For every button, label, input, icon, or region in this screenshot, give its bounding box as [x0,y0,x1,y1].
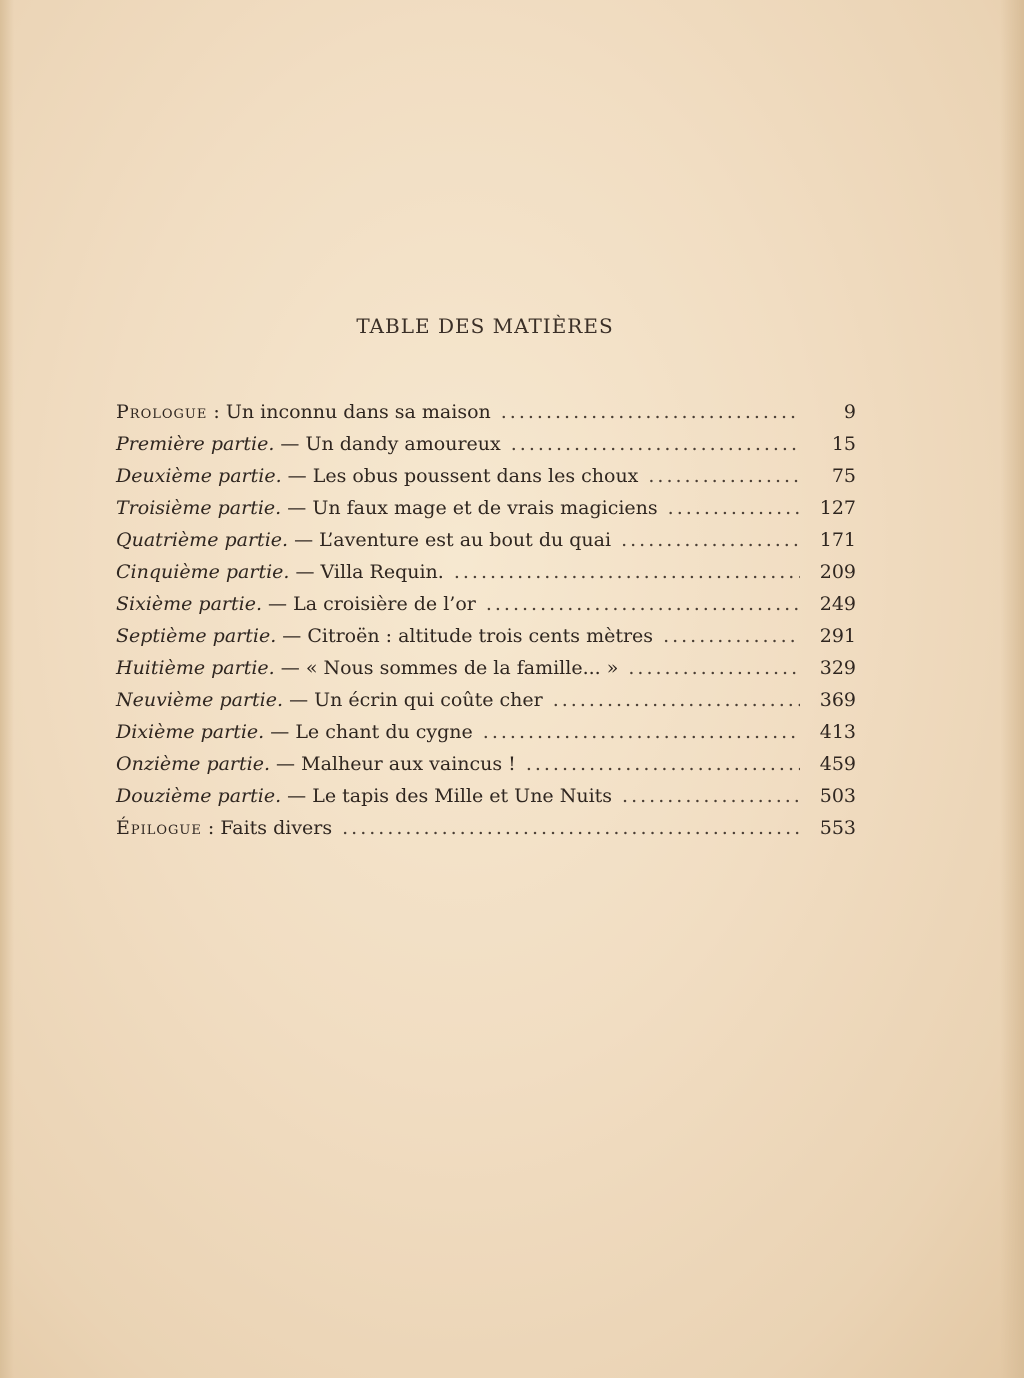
entry-label [116,561,444,583]
entry-label [116,721,473,743]
dot-leader [501,401,800,423]
entry-title: La croisière de l’or [293,593,476,615]
entry-page-number: 249 [819,593,856,615]
entry-title: Villa Requin. [320,561,444,583]
toc-entry [116,657,856,689]
dot-leader [526,753,800,775]
dot-leader [663,625,800,647]
table-of-contents [116,401,856,849]
toc-entry [116,529,856,561]
entry-separator: — [274,433,306,455]
entry-title: Les obus poussent dans les choux [312,465,639,487]
entry-separator: — [281,785,313,807]
toc-entry [116,785,856,817]
entry-separator: — [283,689,315,711]
entry-title: Un faux mage et de vrais magiciens [312,497,658,519]
entry-page-number: 9 [843,401,856,423]
entry-separator: — [274,657,306,679]
entry-label [116,497,658,519]
entry-part: Neuvième partie. [116,689,284,711]
entry-separator: — [289,561,321,583]
entry-part: Dixième partie. [116,721,265,743]
entry-title: L’aventure est au bout du quai [319,529,612,551]
entry-page-number: 127 [819,497,856,519]
entry-part: Première partie. [116,433,275,455]
dot-leader [553,689,800,711]
entry-label [116,433,501,455]
entry-label [116,529,611,551]
toc-entry [116,465,856,497]
entry-separator: — [288,529,320,551]
entry-separator: — [264,721,296,743]
entry-page-number: 329 [819,657,856,679]
toc-entry [116,689,856,721]
entry-title: Un dandy amoureux [305,433,501,455]
entry-part: Onzième partie. [116,753,271,775]
entry-label [116,465,638,487]
entry-page-number: 291 [819,625,856,647]
toc-entry [116,433,856,465]
entry-separator: : [207,401,226,423]
entry-page-number: 369 [819,689,856,711]
dot-leader [668,497,800,519]
toc-entry [116,753,856,785]
toc-entry [116,625,856,657]
toc-entry [116,593,856,625]
dot-leader [621,529,800,551]
entry-part: Prologue [116,401,208,423]
dot-leader [486,593,800,615]
dot-leader [454,561,800,583]
entry-label [116,593,476,615]
entry-label [116,401,491,423]
entry-label [116,689,543,711]
entry-part: Troisième partie. [116,497,282,519]
toc-entry [116,721,856,753]
entry-title: Le chant du cygne [295,721,473,743]
entry-page-number: 75 [831,465,856,487]
entry-label [116,785,612,807]
entry-title: Le tapis des Mille et Une Nuits [312,785,613,807]
entry-title: « Nous sommes de la famille... » [305,657,619,679]
entry-part: Deuxième partie. [116,465,282,487]
entry-title: Un inconnu dans sa maison [225,401,491,423]
entry-part: Douzième partie. [116,785,282,807]
entry-part: Cinquième partie. [116,561,290,583]
entry-page-number: 503 [819,785,856,807]
entry-separator: — [281,465,313,487]
entry-page-number: 553 [819,817,856,839]
entry-separator: — [262,593,294,615]
entry-part: Quatrième partie. [116,529,289,551]
entry-separator: — [270,753,302,775]
entry-separator: — [276,625,308,647]
dot-leader [511,433,800,455]
entry-title: Un écrin qui coûte cher [314,689,543,711]
entry-title: Citroën : altitude trois cents mètres [307,625,654,647]
entry-part: Épilogue [116,817,202,839]
entry-page-number: 171 [819,529,856,551]
dot-leader [342,817,800,839]
entry-separator: — [281,497,313,519]
page-title: TABLE DES MATIÈRES [356,314,614,338]
toc-entry [116,561,856,593]
dot-leader [628,657,800,679]
entry-label [116,753,516,775]
toc-entry [116,497,856,529]
entry-page-number: 413 [819,721,856,743]
entry-page-number: 459 [819,753,856,775]
entry-title: Malheur aux vaincus ! [301,753,516,775]
entry-page-number: 209 [819,561,856,583]
entry-title: Faits divers [220,817,333,839]
entry-label [116,817,332,839]
dot-leader [648,465,800,487]
entry-label [116,625,653,647]
entry-separator: : [201,817,221,839]
toc-entry [116,817,856,849]
entry-label [116,657,618,679]
entry-part: Sixième partie. [116,593,262,615]
dot-leader [483,721,800,743]
entry-part: Septième partie. [116,625,277,647]
entry-part: Huitième partie. [116,657,275,679]
entry-page-number: 15 [831,433,856,455]
dot-leader [622,785,800,807]
toc-entry [116,401,856,433]
